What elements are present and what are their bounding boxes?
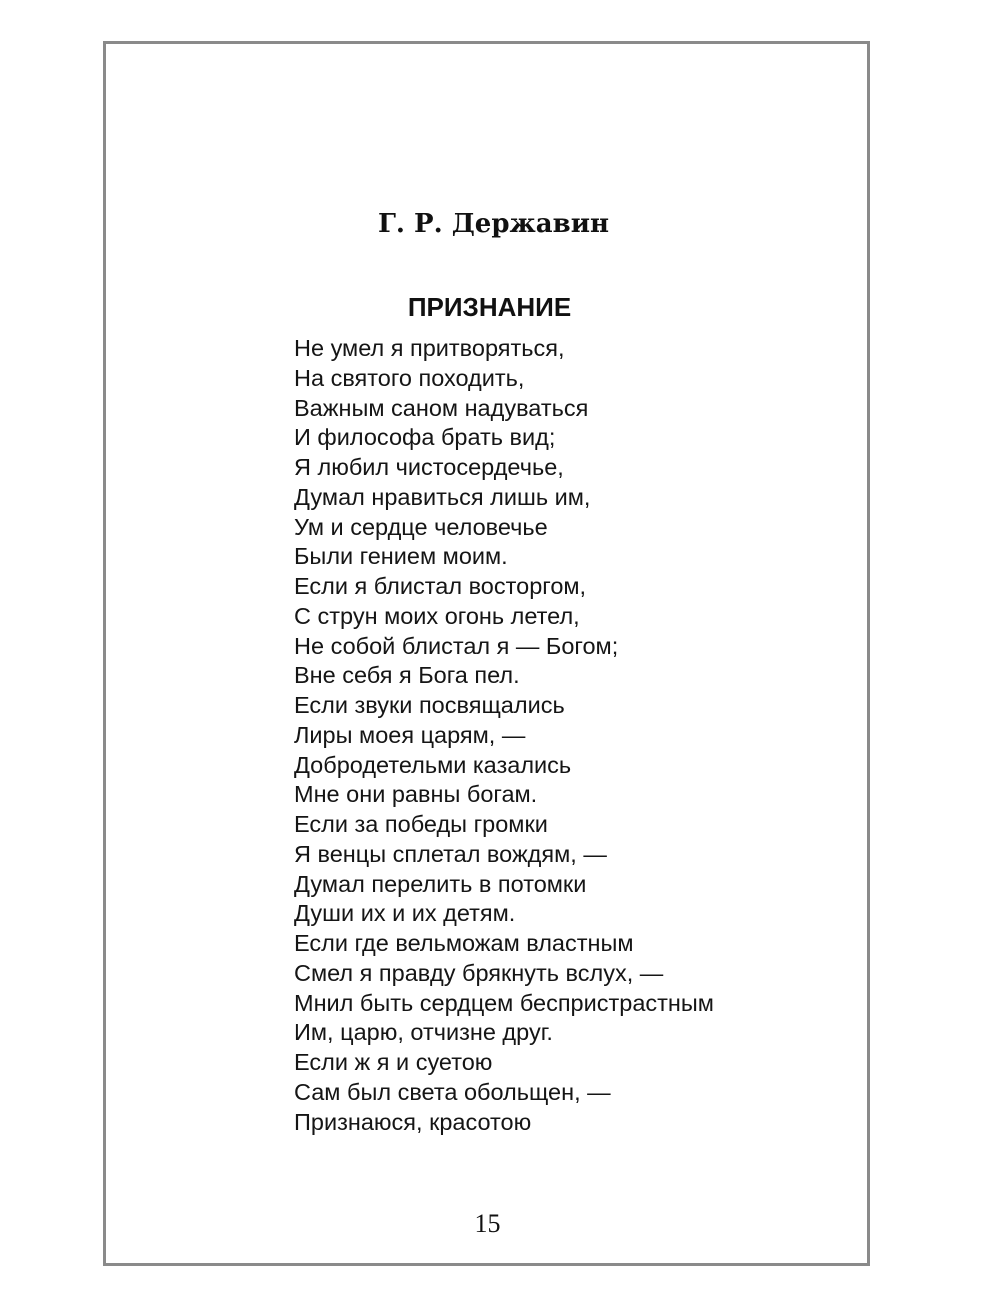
author-name: Г. Р. Державин [377,209,610,239]
poem-line: Мнил быть сердцем беспристрастным [294,989,714,1016]
poem-line: Души их и их детям. [294,900,516,927]
poem-line: Думал перелить в потомки [294,870,587,897]
poem-line: Думал нравиться лишь им, [294,483,591,510]
poem-line: Если я блистал восторгом, [294,573,587,599]
poem-line: Добродетельми казались [294,751,572,778]
poem-line: Мне они равны богам. [294,781,538,808]
poem-line: Важным саном надуваться [294,394,589,421]
poem-line: На святого походить, [294,364,525,391]
poem-title: ПРИЗНАНИЕ [407,292,572,322]
poem-text [294,334,714,1137]
book-page [103,41,870,1266]
poem-line: Признаюся, красотою [294,1108,532,1135]
poem-line: Лиры моея царям, — [294,721,526,748]
poem-line: Им, царю, отчизне друг. [294,1019,553,1046]
poem-line: И философа брать вид; [294,424,556,451]
poem-line: Вне себя я Бога пел. [294,662,520,689]
poem-line: Я любил чистосердечье, [294,454,564,480]
poem-line: Если за победы громки [294,811,548,837]
poem-line: Если ж я и суетою [294,1049,493,1075]
poem-line: Были гением моим. [294,543,508,570]
poem-line: Ум и сердце человечье [294,513,548,540]
poem-line: Если звуки посвящались [294,692,565,718]
poem-line: С струн моих огонь летел, [294,602,580,629]
poem-line: Не умел я притворяться, [294,335,565,361]
poem-line: Я венцы сплетал вождям, — [294,840,607,867]
poem-line: Не собой блистал я — Богом; [294,632,619,659]
poem-line: Сам был света обольщен, — [294,1078,611,1105]
poem-line: Если где вельможам властным [294,930,634,956]
page-number: 15 [474,1209,501,1238]
poem-line: Смел я правду брякнуть вслух, — [294,959,664,986]
